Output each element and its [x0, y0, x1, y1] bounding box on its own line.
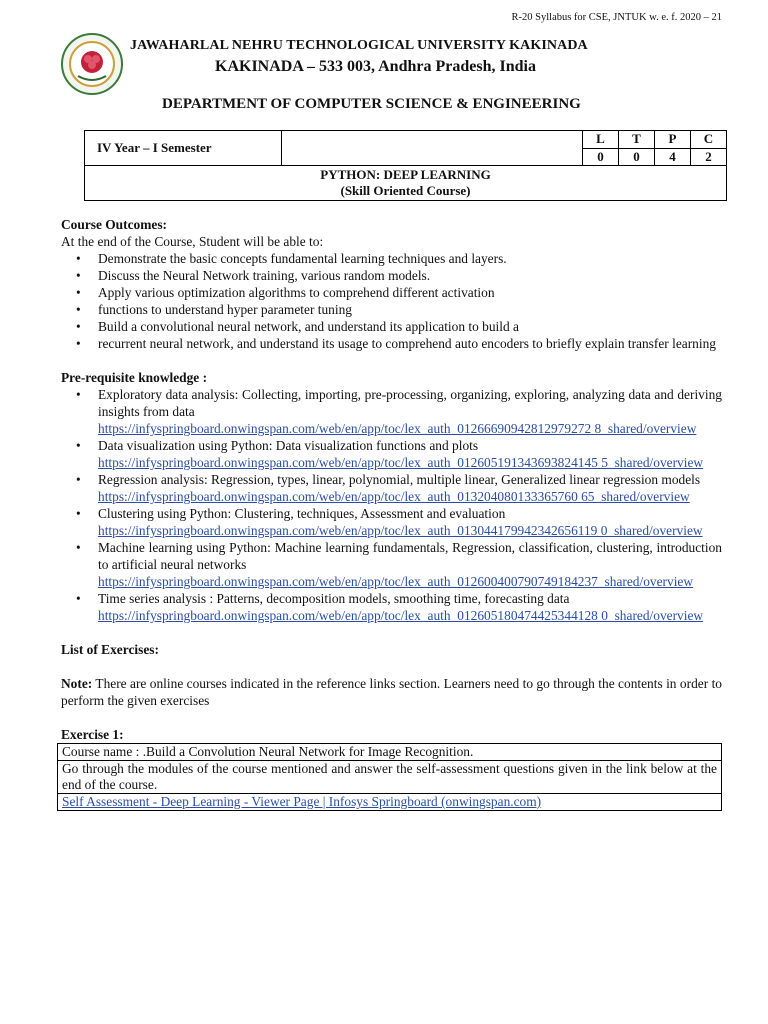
exercises-heading: List of Exercises:: [61, 642, 159, 657]
prerequisite-link[interactable]: https://infyspringboard.onwingspan.com/web/en/app/toc/lex_auth_012605180474425344128 0_shared/overview: [98, 608, 704, 623]
exercise-1-instructions: Go through the modules of the course mentioned and answer the self-assessment questions given in the link below at the end of the course.: [58, 761, 722, 794]
ltpc-header-t: T: [619, 131, 655, 149]
list-item: • recurrent neural network, and understand its usage to comprehend auto encoders to briefly explain transfer learning: [98, 335, 722, 352]
exercise-1-heading: Exercise 1:: [61, 727, 124, 742]
university-address: KAKINADA – 533 003, Andhra Pradesh, India: [215, 58, 536, 75]
prerequisite-link[interactable]: https://infyspringboard.onwingspan.com/web/en/app/toc/lex_auth_013044179942342656119 0_shared/overview: [98, 523, 703, 538]
exercise-1-table: [57, 743, 722, 811]
course-outcomes-intro: At the end of the Course, Student will be able to:: [61, 234, 324, 249]
exercise-1-course-name: Course name : .Build a Convolution Neural Network for Image Recognition.: [58, 744, 722, 761]
ltpc-header-p: P: [655, 131, 691, 149]
prerequisite-text: Machine learning using Python: Machine learning fundamentals, Regression, classification, clustering, introduction to artificial neural networks: [98, 540, 722, 572]
prerequisites-heading: Pre-requisite knowledge :: [61, 370, 208, 385]
list-item: [98, 505, 722, 539]
list-item: • Apply various optimization algorithms to comprehend different activation: [98, 284, 722, 301]
ltpc-value-p: 4: [655, 148, 691, 166]
prerequisites-list: [61, 386, 722, 624]
prerequisite-link[interactable]: https://infyspringboard.onwingspan.com/web/en/app/toc/lex_auth_012600400790749184237_shared/overview: [98, 574, 694, 589]
prerequisite-link[interactable]: https://infyspringboard.onwingspan.com/web/en/app/toc/lex_auth_012605191343693824145 5_shared/overview: [98, 455, 704, 470]
list-item: • Demonstrate the basic concepts fundamental learning techniques and layers.: [98, 250, 722, 267]
prerequisite-text: Time series analysis : Patterns, decomposition models, smoothing time, forecasting data: [98, 591, 570, 606]
prerequisite-text: Regression analysis: Regression, types, linear, polynomial, multiple linear, Generalized linear regression models: [98, 472, 701, 487]
list-item: • Discuss the Neural Network training, various random models.: [98, 267, 722, 284]
self-assessment-link[interactable]: Self Assessment - Deep Learning - Viewer Page | Infosys Springboard (onwingspan.com): [62, 794, 542, 809]
note-label: Note:: [61, 676, 93, 691]
page-header-reference: R-20 Syllabus for CSE, JNTUK w. e. f. 2020 – 21: [511, 12, 722, 23]
list-item: [98, 471, 722, 505]
prerequisite-link[interactable]: https://infyspringboard.onwingspan.com/web/en/app/toc/lex_auth_013204080133365760 65_shared/overview: [98, 489, 690, 504]
prerequisite-link[interactable]: https://infyspringboard.onwingspan.com/web/en/app/toc/lex_auth_01266690942812979272 8_shared/overview: [98, 421, 697, 436]
prerequisite-text: Clustering using Python: Clustering, techniques, Assessment and evaluation: [98, 506, 506, 521]
ltpc-header-c: C: [691, 131, 727, 149]
ltpc-value-c: 2: [691, 148, 727, 166]
list-item: [98, 437, 722, 471]
course-title: PYTHON: DEEP LEARNING: [320, 167, 491, 182]
list-item: • Build a convolutional neural network, and understand its application to build a: [98, 318, 722, 335]
course-info-table: [84, 130, 727, 201]
prerequisite-text: Exploratory data analysis: Collecting, importing, pre-processing, organizing, exploring, analyzing data and deriving insights from data: [98, 387, 722, 419]
syllabus-content: [61, 216, 722, 811]
semester-cell: IV Year – I Semester: [85, 131, 282, 166]
course-subtitle: (Skill Oriented Course): [340, 183, 471, 198]
course-title-cell: [85, 166, 727, 201]
ltpc-value-l: 0: [583, 148, 619, 166]
note-text: There are online courses indicated in the reference links section. Learners need to go through the contents in order to perform the given exercises: [61, 676, 722, 708]
department-title: DEPARTMENT OF COMPUTER SCIENCE & ENGINEERING: [162, 96, 581, 112]
prerequisite-text: Data visualization using Python: Data visualization functions and plots: [98, 438, 479, 453]
university-name: JAWAHARLAL NEHRU TECHNOLOGICAL UNIVERSITY KAKINADA: [130, 38, 588, 53]
course-outcomes-heading: Course Outcomes:: [61, 217, 167, 232]
exercises-note: [61, 675, 722, 709]
ltpc-value-t: 0: [619, 148, 655, 166]
list-item: • functions to understand hyper parameter tuning: [98, 301, 722, 318]
list-item: [98, 386, 722, 437]
list-item: [98, 539, 722, 590]
university-logo-icon: [60, 32, 124, 96]
course-outcomes-list: [61, 250, 722, 352]
blank-cell: [282, 131, 583, 166]
list-item: [98, 590, 722, 624]
ltpc-header-l: L: [583, 131, 619, 149]
